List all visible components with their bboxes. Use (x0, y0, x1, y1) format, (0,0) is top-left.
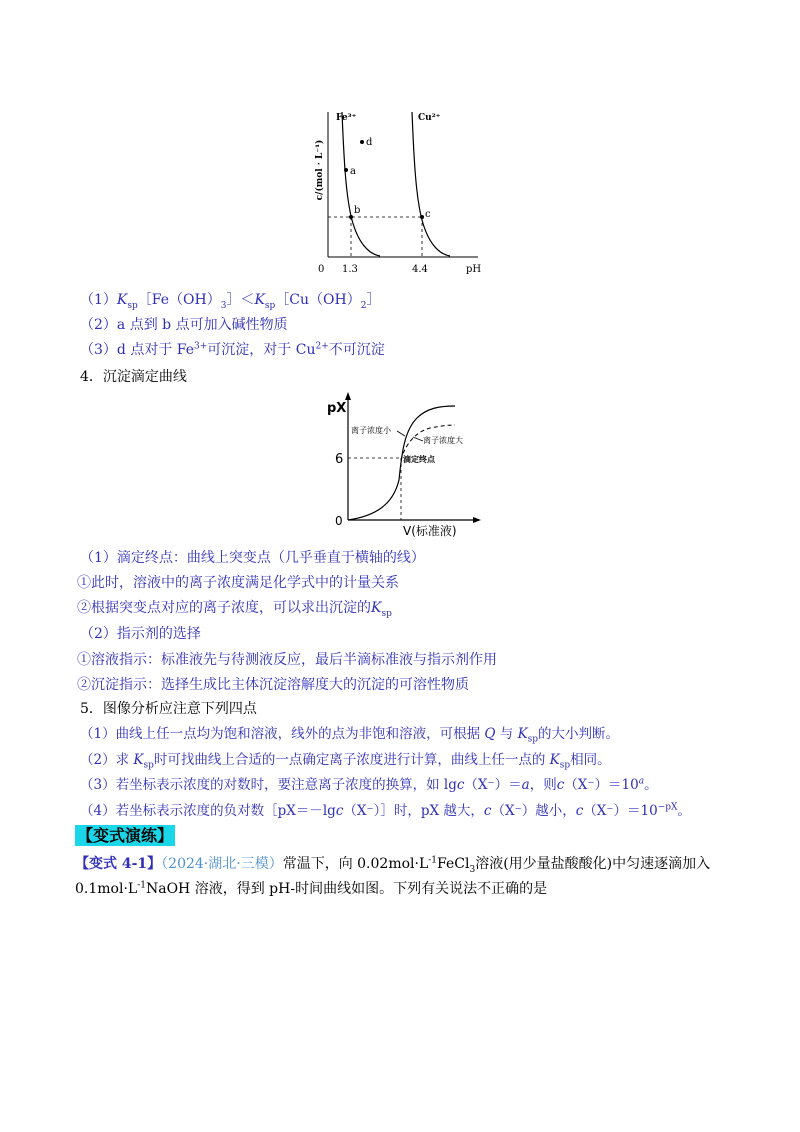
point-b (349, 215, 353, 219)
list3-p4: （4）若坐标表示浓度的负对数［pX＝－lgc（X⁻）］时，pX 越大，c（X⁻）越小，$c(X^-)=10^{-pX}$。 (80, 802, 691, 819)
fe-curve (342, 112, 380, 256)
list1-item1: $(1)K_{sp}[Fe(OH)_3]<K_{sp}[Cu(OH)_2]$ (80, 292, 381, 311)
x-arrow (473, 517, 481, 523)
arrow-large (413, 437, 423, 441)
titration-curve-figure (325, 390, 485, 540)
curve-small (348, 406, 455, 520)
ksp-curve-figure (310, 92, 500, 282)
section5-title: 5．图像分析应注意下列四点 (80, 701, 257, 717)
label-a: a (350, 166, 356, 177)
list1-item3: （3）d 点对于 $Fe^{3+}$可沉淀，对于 $Cu^{2+}$不可沉淀 (80, 341, 385, 358)
exercise-source: （2024·湖北·三模） (161, 856, 283, 872)
list2-l6: ②沉淀指示：选择生成比主体沉淀溶解度大的沉淀的可溶性物质 (77, 677, 469, 693)
list1-item2: （2）a 点到 b 点可加入碱性物质 (80, 317, 288, 333)
label-end: 滴定终点 (403, 455, 435, 464)
point-c (420, 215, 424, 219)
arrow-small (397, 431, 405, 436)
y-axis-label: pX (327, 401, 347, 416)
exercise-line2: $0.1mol\cdot L^{-1}NaOH$ 溶液，得到 pH-时间曲线如图。下列有关说法不正确的是 (75, 880, 548, 897)
exercise-header (75, 823, 175, 846)
label-d: d (366, 137, 373, 148)
list2-l1: （1）滴定终点：曲线上突变点（几乎垂直于横轴的线） (80, 550, 425, 566)
exercise-tag: 【变式 4-1】 (75, 856, 162, 872)
list3-p2: （2）求 $K_{sp}$时可找曲线上合适的一点确定离子浓度进行计算，曲线上任一点的 $K_{sp}$相同。 (80, 752, 611, 771)
label-large: 离子浓度大 (423, 436, 463, 445)
exercise-line1: 【变式 4-1】（2024·湖北·三模）常温下，向 $0.02mol\cdot L^{-1}FeCl_3$溶液(用少量盐酸酸化)中匀速逐滴加入 (75, 855, 711, 875)
y-arrow (345, 392, 351, 400)
list2-l3: ②根据突变点对应的离子浓度，可以求出沉淀的$K_{sp}$ (77, 600, 392, 619)
label-small: 离子浓度小 (351, 426, 391, 435)
origin-label: 0 (335, 514, 343, 528)
cu-label: Cu²⁺ (418, 113, 441, 123)
point-a (344, 168, 348, 172)
exercise-header-label: 【变式演练】 (77, 826, 174, 845)
y-axis-label: c/(mol · L⁻¹) (315, 139, 325, 201)
x-axis-label: pH (466, 264, 482, 275)
x-tick-1: 1.3 (342, 264, 358, 275)
label-b: b (354, 205, 361, 216)
x-axis-label: V(标准液) (403, 524, 457, 538)
fe-label: Fe³⁺ (336, 113, 357, 123)
x-tick-2: 4.4 (412, 264, 428, 275)
list2-l4: （2）指示剂的选择 (80, 626, 201, 642)
list2-l5: ①溶液指示：标准液先与待测液反应，最后半滴标准液与指示剂作用 (77, 652, 497, 668)
label-c: c (425, 209, 431, 220)
y-tick-6: 6 (335, 452, 344, 467)
cu-curve (412, 112, 450, 256)
list3-p3: （3）若坐标表示浓度的对数时，要注意离子浓度的换算，如 lgc（X⁻）＝a，则$c(X^-)=10^a$。 (80, 776, 658, 793)
origin-label: 0 (318, 264, 325, 275)
point-d (360, 140, 364, 144)
section4-title: 4．沉淀滴定曲线 (80, 369, 187, 385)
list3-p1: （1）曲线上任一点均为饱和溶液，线外的点为非饱和溶液，可根据 Q 与 $K_{sp}$的大小判断。 (80, 726, 620, 745)
list2-l2: ①此时，溶液中的离子浓度满足化学式中的计量关系 (77, 575, 399, 591)
